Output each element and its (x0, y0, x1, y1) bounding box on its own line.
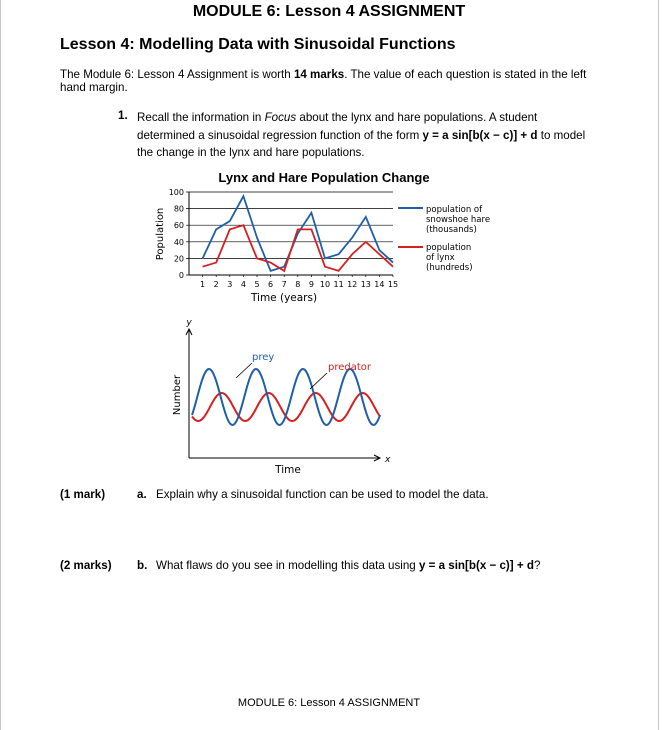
x-tick-label: 7 (281, 280, 287, 289)
legend-hare-line-2: snowshoe hare (426, 215, 491, 225)
part-a-letter: a. (137, 488, 147, 501)
x-tick-label: 2 (213, 280, 219, 289)
part-b-text-after: ? (533, 559, 541, 572)
module-title: MODULE 6: Lesson 4 ASSIGNMENT (192, 3, 466, 20)
population-axis-label: Population (155, 207, 166, 261)
page-footer: MODULE 6: Lesson 4 ASSIGNMENT (237, 697, 421, 709)
page-border-left (0, 0, 1, 730)
x-axis-letter: x (385, 455, 391, 465)
legend-lynx-line-2: of lynx (426, 253, 455, 263)
intro-text-before: The Module 6: Lesson 4 Assignment is worth (60, 68, 294, 81)
hare-series-line (203, 196, 393, 271)
x-tick-label: 10 (319, 280, 331, 289)
lynx-series-line (203, 225, 393, 271)
x-tick-label: 6 (268, 280, 274, 289)
x-tick-label: 3 (227, 280, 233, 289)
intro-marks: 14 marks (293, 68, 345, 81)
intro-text-after: . The value of each question is stated in the left hand margin. (60, 68, 587, 94)
legend-hare-line-1: population of (426, 205, 483, 215)
part-b-letter: b. (137, 559, 148, 572)
question-1-text-a: Recall the information in (137, 111, 265, 124)
lesson-title: Lesson 4: Modelling Data with Sinusoidal Functions (60, 36, 456, 53)
part-b-formula: y = a sin[b(x − c)] + d (418, 559, 534, 572)
x-tick-label: 14 (374, 280, 385, 289)
prey-annotation: prey (252, 352, 275, 363)
time-years-axis-label: Time (years) (250, 292, 318, 304)
x-tick-label: 5 (254, 280, 260, 289)
x-tick-label: 4 (240, 280, 246, 289)
question-1-focus: Focus (264, 111, 297, 124)
x-tick-label: 11 (333, 280, 344, 289)
prey-pointer (236, 363, 252, 378)
question-1-text (137, 109, 587, 162)
legend-lynx-line-3: (hundreds) (426, 263, 473, 273)
y-tick-label: 60 (173, 221, 184, 231)
page-border-right (658, 0, 659, 730)
legend-hare-line-3: (thousands) (426, 225, 477, 235)
question-1-formula: y = a sin[b(x − c)] + d (422, 128, 538, 142)
predator-pointer (310, 373, 327, 389)
y-tick-label: 100 (168, 188, 184, 197)
population-chart (150, 185, 500, 310)
part-b-text (156, 559, 540, 572)
population-chart-title: Lynx and Hare Population Change (218, 170, 430, 185)
part-b-mark: (2 marks) (60, 559, 112, 572)
predator-annotation: predator (328, 362, 372, 373)
time-axis-label: Time (275, 464, 301, 476)
legend-lynx-line-1: population (426, 243, 472, 253)
x-tick-label: 15 (387, 280, 399, 289)
assignment-intro (60, 68, 605, 94)
y-tick-label: 80 (173, 204, 184, 214)
x-tick-label: 13 (360, 280, 371, 289)
y-tick-label: 20 (173, 254, 184, 264)
question-1-text-b: about the lynx and hare populations. A student determined a sinusoidal regression function of the form (137, 111, 538, 142)
predator-prey-graph (160, 315, 400, 480)
y-axis-letter: y (186, 318, 192, 328)
x-tick-label: 12 (347, 280, 358, 289)
part-a-mark: (1 mark) (60, 488, 106, 501)
x-tick-label: 9 (308, 280, 314, 289)
question-1-number: 1. (118, 109, 128, 122)
prey-curve (192, 369, 380, 425)
y-tick-label: 40 (173, 237, 184, 247)
y-tick-label: 0 (178, 271, 184, 280)
part-a-text: Explain why a sinusoidal function can be used to model the data. (156, 488, 489, 501)
part-b-text-before: What flaws do you see in modelling this data using (156, 559, 419, 572)
number-axis-label: Number (172, 374, 183, 416)
question-1-text-c: to model the change in the lynx and hare populations. (137, 128, 586, 159)
x-tick-label: 8 (295, 280, 301, 289)
x-tick-label: 1 (200, 280, 206, 289)
